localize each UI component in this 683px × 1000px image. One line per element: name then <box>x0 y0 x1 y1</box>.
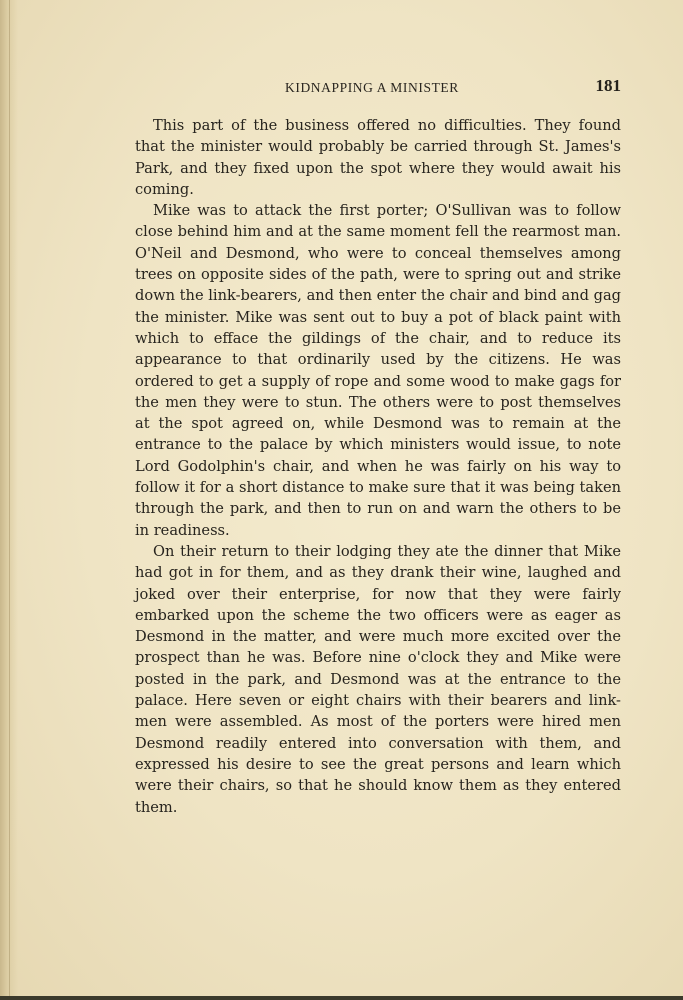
page-header <box>135 76 621 100</box>
paragraph: Mike was to attack the first porter; O'Sullivan was to follow close behind him and at the same moment fell the rearmost man. O'Neil and Desmond, who were to conceal themselves among trees on opposite sides of the path, were to spring out and strike down the link-bearers, and then enter the chair and bind and gag the minister. Mike was sent out to buy a pot of black paint with which to efface the gildings of the chair, and to reduce its appearance to that ordinarily used by the citizens. He was ordered to get a supply of rope and some wood to make gags for the men they were to stun. The others were to post themselves at the spot agreed on, while Desmond was to remain at the entrance to the palace by which ministers would issue, to note Lord Godolphin's chair, and when he was fairly on his way to follow it for a short distance to make sure that it was being taken through the park, and then to run on and warn the others to be in readiness. <box>135 202 621 539</box>
page-number: 181 <box>595 76 621 95</box>
paragraph: This part of the business offered no difficulties. They found that the minister would probably be carried through St. James's Park, and they fixed upon the spot where they would await his coming. <box>135 117 621 198</box>
running-head: KIDNAPPING A MINISTER <box>285 80 459 95</box>
paragraph: On their return to their lodging they ate the dinner that Mike had got in for them, and as they drank their wine, laughed and joked over their enterprise, for now that they were fairly embarked upon the scheme the two officers were as eager as Desmond in the matter, and were much more excited over the prospect than he was. Before nine o'clock they and Mike were posted in the park, and Desmond was at the entrance to the palace. Here seven or eight chairs with their bearers and link-men were assembled. As most of the porters were hired men Desmond readily entered into conversation with them, and expressed his desire to see the great persons and learn which were their chairs, so that he should know them as they entered them. <box>135 542 621 816</box>
binding-edge <box>9 0 10 1000</box>
page-bottom-edge <box>0 996 683 1000</box>
body-text <box>135 115 621 818</box>
